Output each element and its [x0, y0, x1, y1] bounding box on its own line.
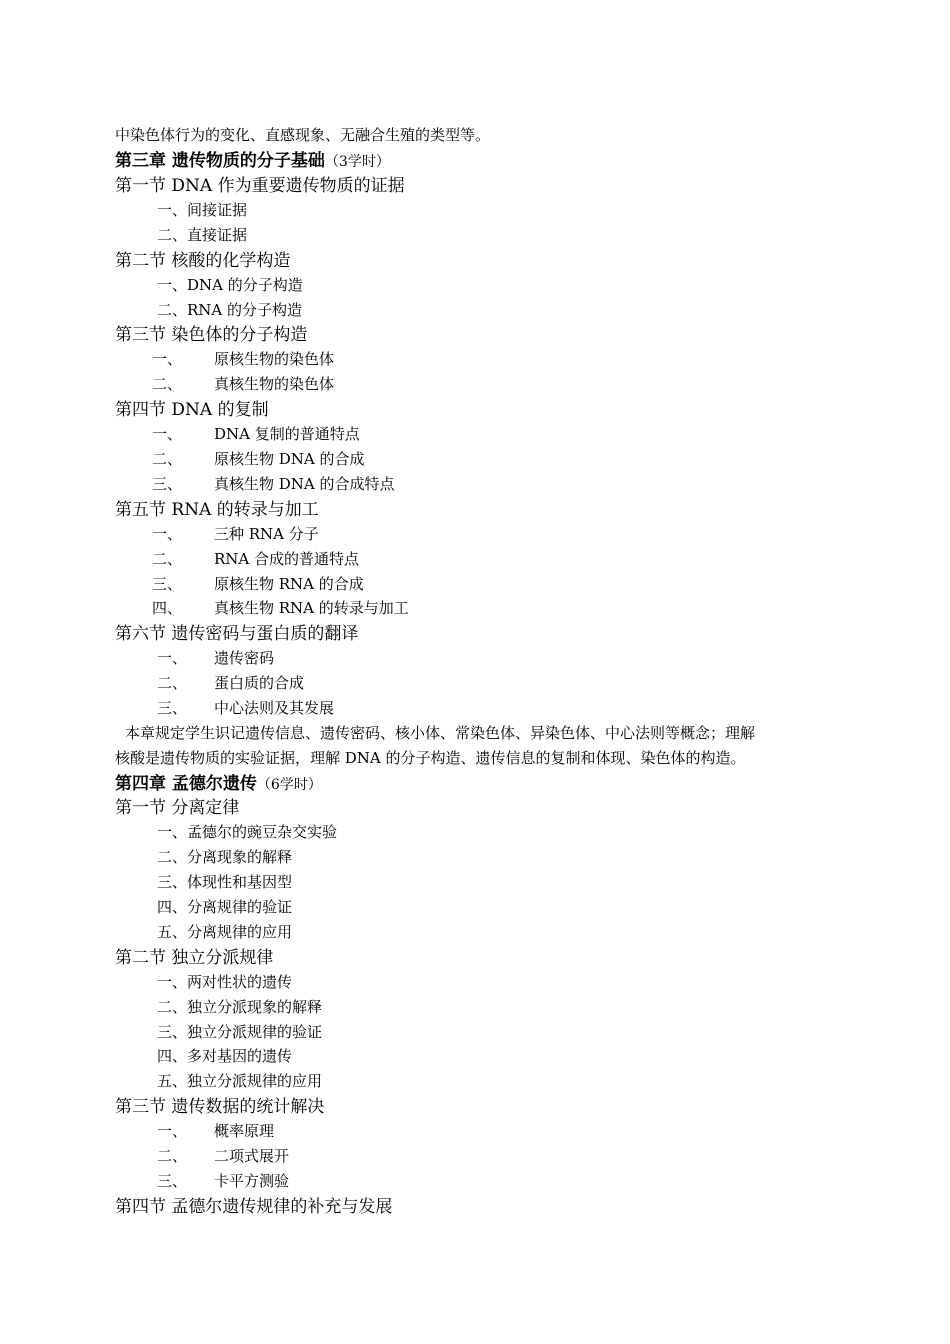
list-item: 一、两对性状的遗传 — [157, 973, 293, 991]
list-item: 三、 中心法则及其发展 — [157, 699, 335, 717]
list-item: 一、 概率原理 — [157, 1122, 275, 1140]
list-item: 三、 卡平方测验 — [157, 1172, 290, 1190]
section-heading: 第六节 遗传密码与蛋白质的翻译 — [115, 624, 359, 644]
section-heading: 第四节 DNA 的复制 — [115, 400, 269, 420]
chapter-3-summary-line-2: 核酸是遗传物质的实验证据，理解 DNA 的分子构造、遗传信息的复制和体现、染色体的构造。 — [115, 749, 746, 767]
chapter-4-hours: （6学时） — [256, 777, 322, 793]
list-item: 三、 真核生物 DNA 的合成特点 — [152, 475, 395, 493]
list-item: 二、分离现象的解释 — [157, 848, 293, 866]
list-item: 三、 原核生物 RNA 的合成 — [152, 575, 364, 593]
list-item: 二、RNA 的分子构造 — [157, 301, 303, 319]
list-item: 一、 三种 RNA 分子 — [152, 525, 319, 543]
section-heading: 第三节 遗传数据的统计解决 — [115, 1097, 325, 1117]
section-heading: 第三节 染色体的分子构造 — [115, 325, 308, 345]
list-item: 三、独立分派规律的验证 — [157, 1023, 323, 1041]
list-item: 二、独立分派现象的解释 — [157, 998, 323, 1016]
list-item: 二、 真核生物的染色体 — [152, 375, 335, 393]
list-item: 五、独立分派规律的应用 — [157, 1072, 323, 1090]
list-item: 五、分离规律的应用 — [157, 923, 293, 941]
list-item: 三、体现性和基因型 — [157, 873, 293, 891]
list-item: 一、DNA 的分子构造 — [157, 276, 303, 294]
list-item: 一、间接证据 — [157, 201, 248, 219]
list-item: 二、 二项式展开 — [157, 1147, 290, 1165]
section-heading: 第二节 独立分派规律 — [115, 948, 274, 968]
list-item: 二、 原核生物 DNA 的合成 — [152, 450, 365, 468]
section-heading: 第五节 RNA 的转录与加工 — [115, 500, 319, 520]
chapter-3-hours: （3学时） — [324, 154, 390, 170]
list-item: 一、 原核生物的染色体 — [152, 350, 335, 368]
chapter-3-title: 第三章 遗传物质的分子基础 — [115, 151, 325, 171]
list-item: 一、 DNA 复制的普通特点 — [152, 425, 360, 443]
intro-tail-text: 中染色体行为的变化、直感现象、无融合生殖的类型等。 — [115, 126, 491, 144]
chapter-4-title: 第四章 孟德尔遗传 — [115, 774, 257, 794]
list-item: 四、分离规律的验证 — [157, 898, 293, 916]
list-item: 二、直接证据 — [157, 226, 248, 244]
chapter-4-heading — [115, 776, 322, 793]
chapter-3-heading — [115, 153, 390, 170]
section-heading: 第一节 分离定律 — [115, 798, 240, 818]
list-item: 二、 蛋白质的合成 — [157, 674, 305, 692]
list-item: 四、 真核生物 RNA 的转录与加工 — [152, 599, 409, 617]
list-item: 一、 遗传密码 — [157, 649, 275, 667]
section-heading: 第二节 核酸的化学构造 — [115, 251, 291, 271]
chapter-3-summary-line-1: 本章规定学生识记遗传信息、遗传密码、核小体、常染色体、异染色体、中心法则等概念；理解 — [125, 724, 756, 742]
section-heading: 第一节 DNA 作为重要遗传物质的证据 — [115, 176, 405, 196]
list-item: 一、孟德尔的豌豆杂交实验 — [157, 823, 338, 841]
section-heading: 第四节 孟德尔遗传规律的补充与发展 — [115, 1197, 393, 1217]
list-item: 四、多对基因的遗传 — [157, 1047, 293, 1065]
list-item: 二、 RNA 合成的普通特点 — [152, 550, 360, 568]
